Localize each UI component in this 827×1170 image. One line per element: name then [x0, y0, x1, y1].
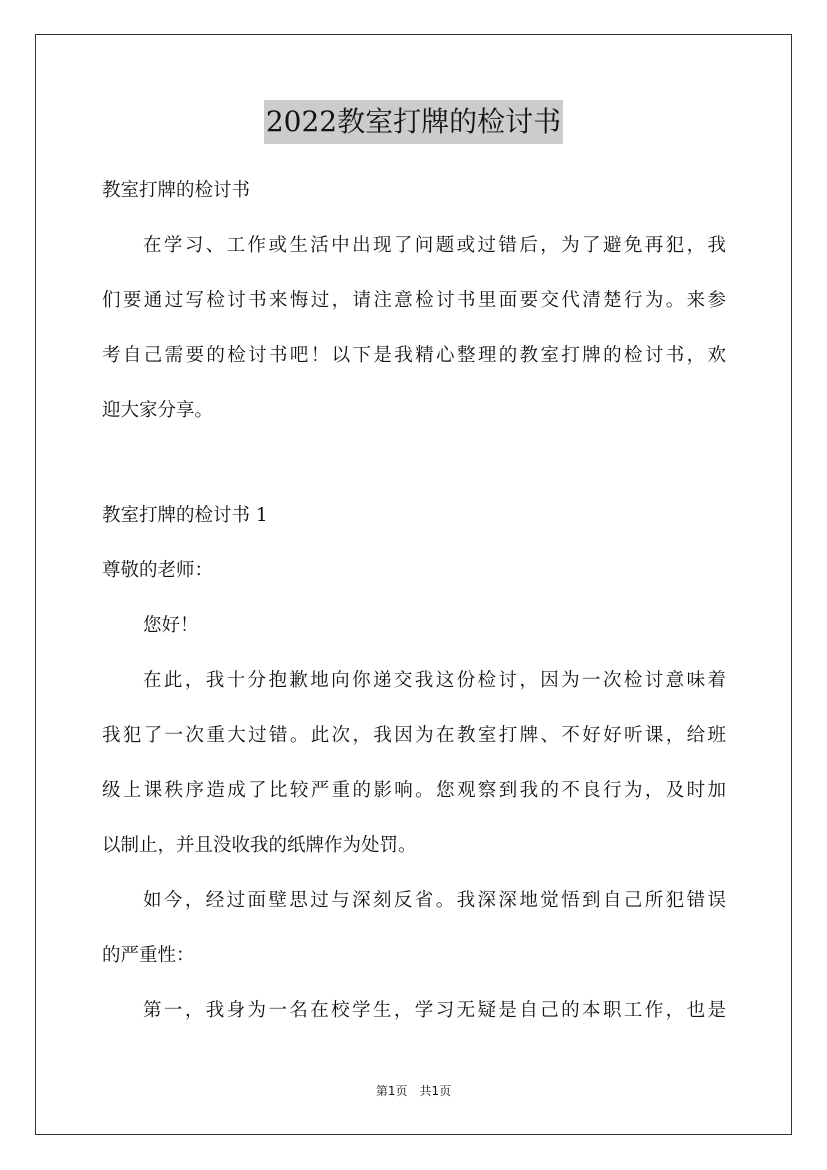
paragraph-line: 在此，我十分抱歉地向你递交我这份检讨，因为一次检讨意味着: [143, 670, 726, 691]
intro-line: 考自己需要的检讨书吧！以下是我精心整理的教室打牌的检讨书，欢: [102, 345, 726, 366]
section-heading: 教室打牌的检讨书 1: [102, 505, 268, 526]
salutation: 尊敬的老师：: [102, 560, 214, 581]
subtitle: 教室打牌的检讨书: [102, 180, 251, 201]
intro-line: 迎大家分享。: [102, 400, 214, 421]
intro-line: 们要通过写检讨书来悔过，请注意检讨书里面要交代清楚行为。来参: [102, 290, 726, 311]
intro-line: 在学习、工作或生活中出现了问题或过错后，为了避免再犯，我: [143, 235, 726, 256]
page-number-footer: 第1页 共1页: [375, 1084, 452, 1098]
document-body: [102, 163, 726, 1038]
paragraph-line: 以制止，并且没收我的纸牌作为处罚。: [102, 835, 417, 856]
paragraph-line: 我犯了一次重大过错。此次，我因为在教室打牌、不好好听课，给班: [102, 725, 726, 746]
paragraph-line: 的严重性：: [102, 945, 195, 966]
paragraph-line: 第一，我身为一名在校学生，学习无疑是自己的本职工作，也是: [143, 1000, 726, 1021]
section-spacer: [102, 438, 726, 488]
title-container: [0, 100, 827, 144]
paragraph-line: 如今，经过面壁思过与深刻反省。我深深地觉悟到自己所犯错误: [143, 890, 726, 911]
document-title: 2022教室打牌的检讨书: [264, 100, 563, 144]
greeting: 您好！: [143, 615, 199, 636]
paragraph-line: 级上课秩序造成了比较严重的影响。您观察到我的不良行为，及时加: [102, 780, 726, 801]
